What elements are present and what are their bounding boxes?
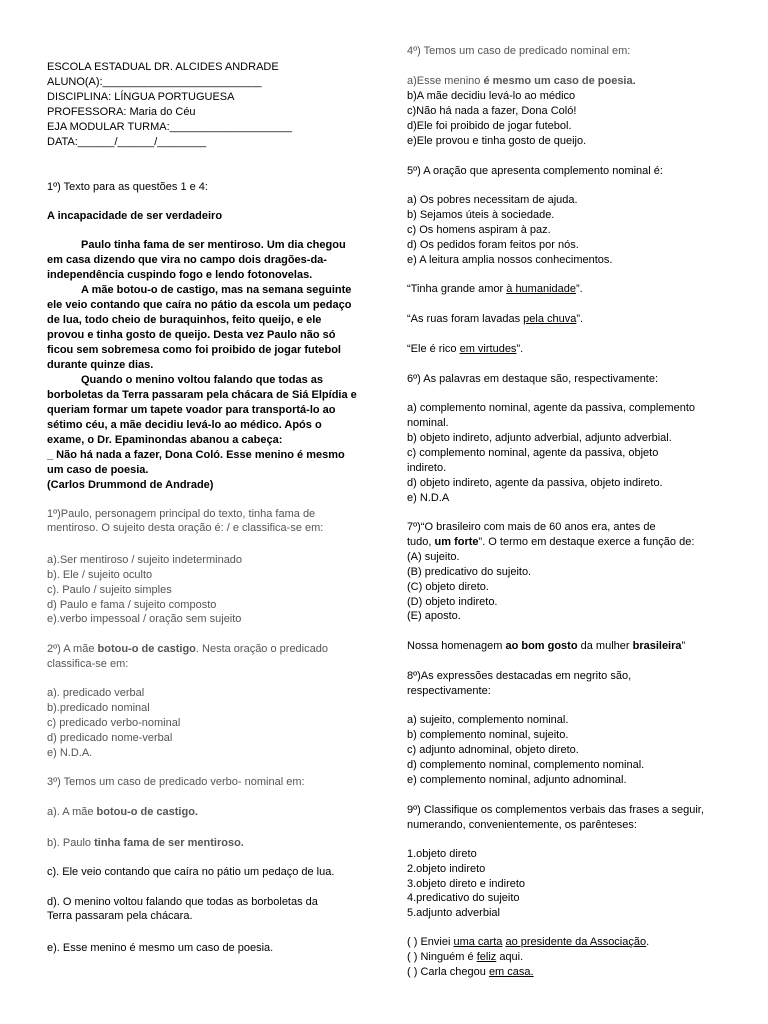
q9-list-item: 3.objeto direto e indireto [407,878,526,890]
text-line: borboletas da Terra passaram pela chácara de Siá Elpídia e [47,389,357,401]
homenagem-text: da mulher [577,640,633,652]
q1-stem: 1º)Paulo, personagem principal do texto, tinha fama de [47,508,316,520]
q9-stem: 9º) Classifique os complementos verbais das frases a seguir, [407,804,704,816]
text-line: Paulo tinha fama de ser mentiroso. Um dia chegou [81,239,346,251]
q2-stem-part: 2º) A mãe [47,643,98,655]
q6-option-d: d) objeto indireto, agente da passiva, objeto indireto. [407,477,663,489]
q7-option: (E) aposto. [407,610,461,622]
q9-stem: numerando, convenientemente, os parênteses: [407,819,637,831]
q6-option-c: c) complemento nominal, agente da passiva, objeto [407,447,659,459]
q1-option: b). Ele / sujeito oculto [47,569,153,581]
q9-s1-end: . [646,936,650,948]
class-field: EJA MODULAR TURMA:____________________ [47,121,293,133]
q9-s2-highlight: feliz [476,951,497,963]
q3-option-c: c). Ele veio contando que caíra no pátio um pedaço de lua. [47,866,335,878]
q4-option-a [407,74,636,88]
quote-2 [407,312,583,326]
q2-stem-part: . Nesta oração o predicado [195,643,328,655]
q4-stem: 4º) Temos um caso de predicado nominal em: [407,45,631,57]
q4-option: d)Ele foi proibido de jogar futebol. [407,120,572,132]
quote-3-text: “Ele é rico [407,343,460,355]
text-intro: 1º) Texto para as questões 1 e 4: [47,181,208,193]
text-line: de lua, todo cheio de buraquinhos, feito queijo, e ele [47,314,322,326]
q2-option: c) predicado verbo-nominal [47,717,181,729]
q8-option: d) complemento nominal, complemento nominal. [407,759,645,771]
q4-a-highlight: é mesmo um caso de poesia. [483,75,636,87]
q4-option: b)A mãe decidiu levá-lo ao médico [407,90,576,102]
q3-option-e: e). Esse menino é mesmo um caso de poesia. [47,942,274,954]
q4-option: c)Não há nada a fazer, Dona Coló! [407,105,577,117]
quote-2-highlight: pela chuva [523,313,577,325]
q9-list-item: 1.objeto direto [407,848,477,860]
q2-option: b).predicado nominal [47,702,150,714]
q4-option: e)Ele provou e tinha gosto de queijo. [407,135,587,147]
text-line: independência cuspindo fogo e lendo fotonovelas. [47,269,313,281]
q3-b-highlight: tinha fama de ser mentiroso. [94,837,244,849]
q7-highlight: um forte [434,536,479,548]
q9-sentence-3 [407,965,534,979]
text-line: Quando o menino voltou falando que todas as [81,374,324,386]
q3-b-text: b). Paulo [47,837,95,849]
q5-stem: 5º) A oração que apresenta complemento nominal é: [407,165,663,177]
q2-option: d) predicado nome-verbal [47,732,173,744]
q9-s1-highlight: uma carta [453,936,503,948]
school-name: ESCOLA ESTADUAL DR. ALCIDES ANDRADE [47,61,279,73]
q5-option: d) Os pedidos foram feitos por nós. [407,239,579,251]
quote-2-end: ”. [576,313,584,325]
q9-list-item: 5.adjunto adverbial [407,907,500,919]
q5-option: a) Os pobres necessitam de ajuda. [407,194,578,206]
q4-a-text: a)Esse menino [407,75,484,87]
q5-option: b) Sejamos úteis à sociedade. [407,209,555,221]
homenagem-sentence [407,639,685,653]
q5-option: e) A leitura amplia nossos conhecimentos. [407,254,613,266]
q7-option: (C) objeto direto. [407,581,489,593]
q3-stem: 3º) Temos um caso de predicado verbo- nominal em: [47,776,305,788]
text-line: em casa dizendo que vira no campo dois dragões-da- [47,254,327,266]
q1-option: a).Ser mentiroso / sujeito indeterminado [47,554,243,566]
homenagem-end: ” [681,640,686,652]
q9-s2-end: aqui. [496,951,524,963]
q8-option: b) complemento nominal, sujeito. [407,729,569,741]
text-line: exame, o Dr. Epaminondas abanou a cabeça: [47,434,283,446]
quote-1-highlight: à humanidade [506,283,576,295]
q2-stem-line2: classifica-se em: [47,658,129,670]
q3-option-d: Terra passaram pela chácara. [47,910,193,922]
q7-option: (B) predicativo do sujeito. [407,566,532,578]
q9-s1-highlight: ao presidente da Associação [505,936,647,948]
q7-text: tudo, [407,536,435,548]
q9-list-item: 2.objeto indireto [407,863,486,875]
q9-s1-text: ( ) Enviei [407,936,454,948]
text-title: A incapacidade de ser verdadeiro [47,210,223,222]
text-line: um caso de poesia. [47,464,149,476]
q3-a-text: a). A mãe [47,806,97,818]
q8-stem: respectivamente: [407,685,491,697]
q7-option: (D) objeto indireto. [407,596,498,608]
q9-s2-text: ( ) Ninguém é [407,951,477,963]
text-line: A mãe botou-o de castigo, mas na semana seguinte [81,284,352,296]
q1-option: d) Paulo e fama / sujeito composto [47,599,217,611]
text-line: sétimo céu, a mãe decidiu levá-lo ao médico. Após o [47,419,322,431]
q3-option-d: d). O menino voltou falando que todas as borboletas da [47,896,318,908]
q6-option-a: nominal. [407,417,449,429]
q9-sentence-1 [407,935,649,949]
text-line: _ Não há nada a fazer, Dona Coló. Esse menino é mesmo [47,449,345,461]
q9-s3-highlight: em casa. [488,966,534,978]
q7-stem: 7º)“O brasileiro com mais de 60 anos era, antes de [407,521,656,533]
q8-option: e) complemento nominal, adjunto adnominal. [407,774,627,786]
q8-option: a) sujeito, complemento nominal. [407,714,569,726]
q6-option-e: e) N.D.A [407,492,450,504]
quote-2-text: “As ruas foram lavadas [407,313,524,325]
q6-stem: 6º) As palavras em destaque são, respectivamente: [407,373,659,385]
q3-a-highlight: botou-o de castigo. [96,806,198,818]
text-line: queriam formar um tapete voador para transportá-lo ao [47,404,336,416]
q7-stem-line2 [407,535,694,549]
q2-option: e) N.D.A. [47,747,93,759]
homenagem-highlight: brasileira [632,640,682,652]
quote-1-text: “Tinha grande amor [407,283,507,295]
quote-1-end: ”. [576,283,583,295]
teacher-field: PROFESSORA: Maria do Céu [47,106,196,118]
q3-option-a [47,805,198,819]
q1-option: e).verbo impessoal / oração sem sujeito [47,613,242,625]
q6-option-a: a) complemento nominal, agente da passiva, complemento [407,402,695,414]
quote-1 [407,282,583,296]
homenagem-text: Nossa homenagem [407,640,506,652]
q2-stem [47,642,328,656]
q7-text: ”. O termo em destaque exerce a função de: [478,536,695,548]
date-field: DATA:______/______/________ [47,136,207,148]
q6-option-c: indireto. [407,462,447,474]
q1-stem: mentiroso. O sujeito desta oração é: / e classifica-se em: [47,522,324,534]
q2-stem-highlight: botou-o de castigo [97,643,196,655]
text-line: provou e tinha gosto de queijo. Desta vez Paulo não só [47,329,336,341]
subject-field: DISCIPLINA: LÍNGUA PORTUGUESA [47,91,235,103]
student-field: ALUNO(A):__________________________ [47,76,262,88]
q8-stem: 8º)As expressões destacadas em negrito são, [407,670,632,682]
quote-3 [407,342,523,356]
quote-3-highlight: em virtudes [459,343,517,355]
q7-option: (A) sujeito. [407,551,460,563]
q9-list-item: 4.predicativo do sujeito [407,892,520,904]
q6-option-b: b) objeto indireto, adjunto adverbial, adjunto adverbial. [407,432,672,444]
q1-option: c). Paulo / sujeito simples [47,584,172,596]
text-line: ficou sem sobremesa como foi proibido de jogar futebol [47,344,341,356]
text-author: (Carlos Drummond de Andrade) [47,479,214,491]
q9-s3-text: ( ) Carla chegou [407,966,489,978]
q2-option: a). predicado verbal [47,687,145,699]
text-line: durante quinze dias. [47,359,154,371]
q3-option-b [47,836,244,850]
text-line: ele veio contando que caíra no pátio da escola um pedaço [47,299,352,311]
q5-option: c) Os homens aspiram à paz. [407,224,551,236]
homenagem-highlight: ao bom gosto [505,640,578,652]
q9-sentence-2 [407,950,523,964]
quote-3-end: ”. [516,343,524,355]
q8-option: c) adjunto adnominal, objeto direto. [407,744,579,756]
